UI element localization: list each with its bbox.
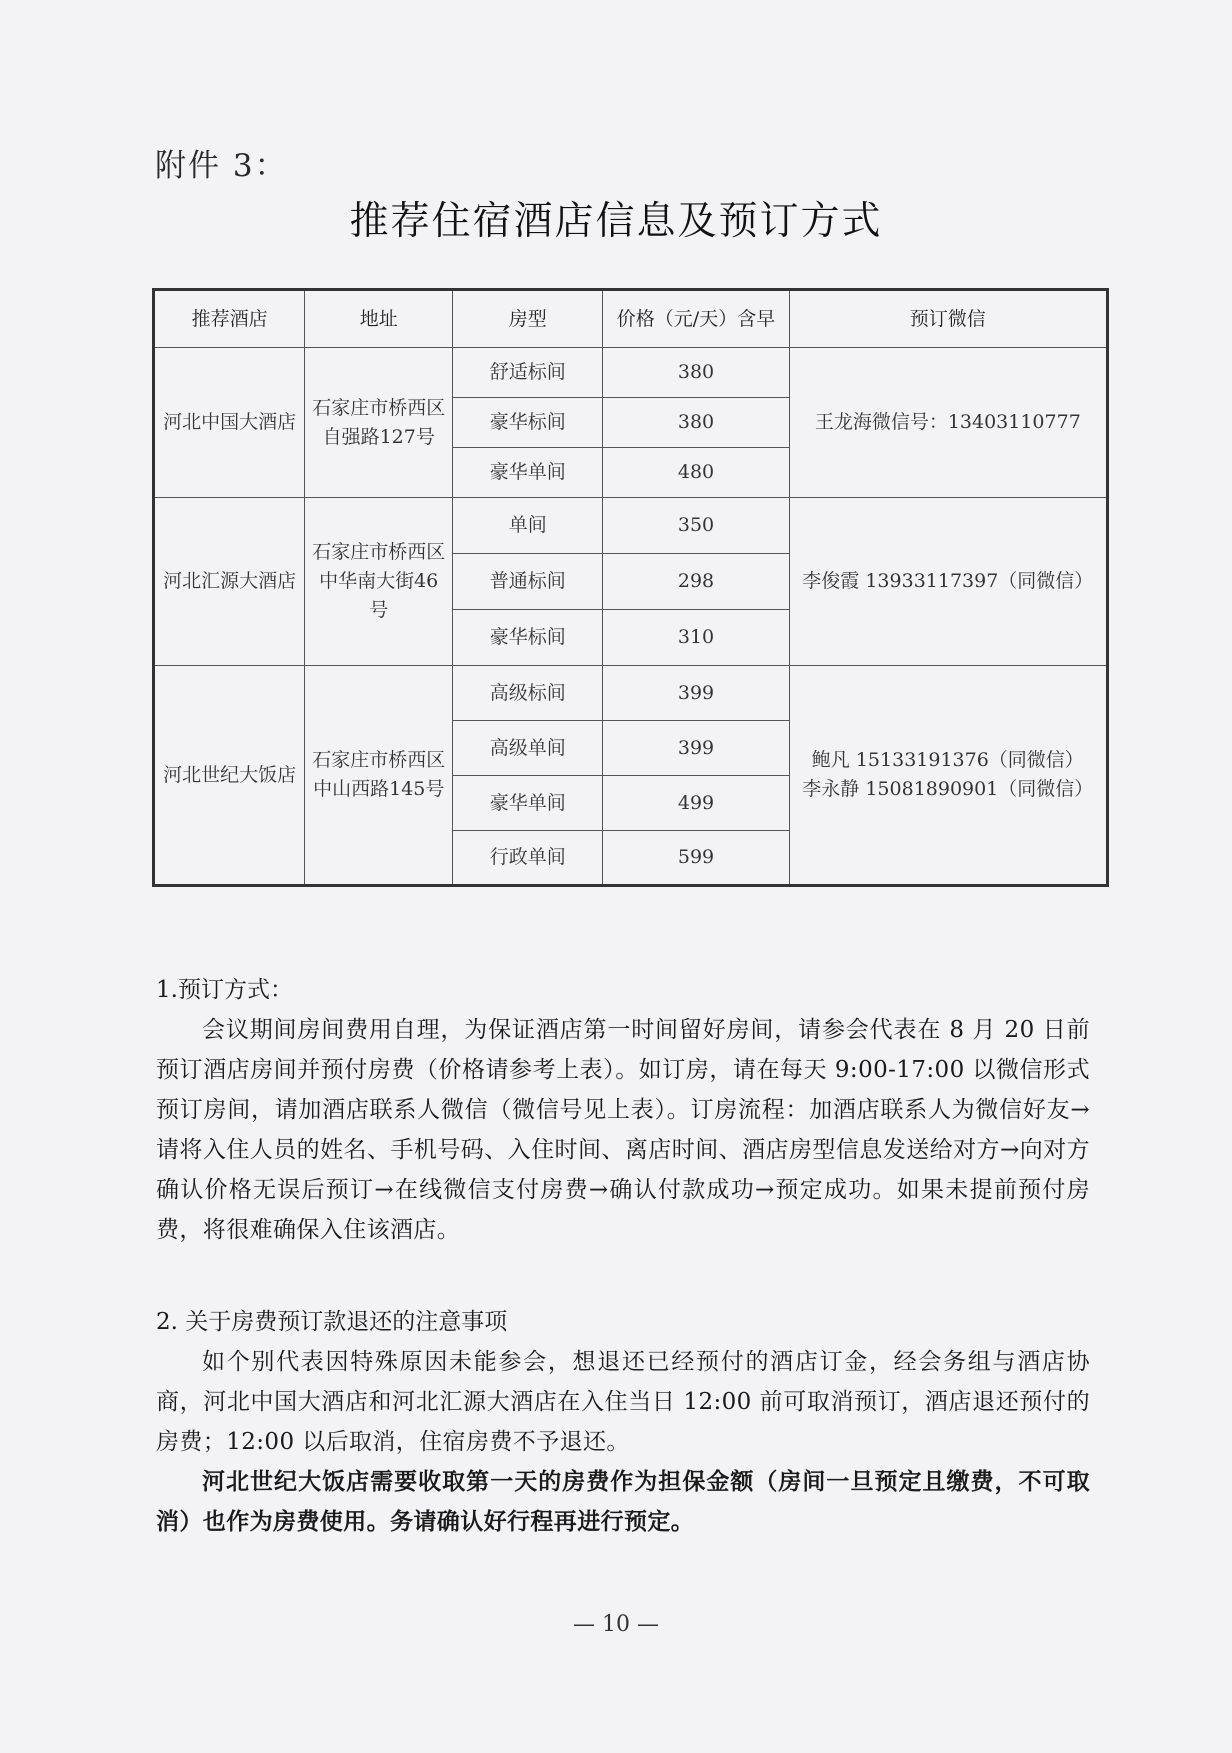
room-type: 高级单间 xyxy=(453,721,603,776)
room-type: 行政单间 xyxy=(453,831,603,886)
room-price: 380 xyxy=(603,398,789,448)
room-type: 普通标间 xyxy=(453,554,603,610)
room-price: 499 xyxy=(603,776,789,831)
section-heading: 1.预订方式： xyxy=(156,977,293,1003)
room-type: 单间 xyxy=(453,498,603,554)
header-contact: 预订微信 xyxy=(789,290,1107,348)
section-paragraph: 如个别代表因特殊原因未能参会，想退还已经预付的酒店订金，经会务组与酒店协商，河北中国大酒店和河北汇源大酒店在入住当日 12:00 前可取消预订，酒店退还预付的房费；12:00 以后取消，住宿房费不予退还。 xyxy=(156,1349,1090,1455)
room-price: 480 xyxy=(603,448,789,498)
table-row xyxy=(154,498,1108,554)
room-price: 350 xyxy=(603,498,789,554)
room-type: 豪华标间 xyxy=(453,610,603,666)
attachment-label: 附件 3： xyxy=(155,148,288,184)
room-price: 310 xyxy=(603,610,789,666)
room-type: 豪华标间 xyxy=(453,398,603,448)
header-hotel: 推荐酒店 xyxy=(154,290,305,348)
room-type: 高级标间 xyxy=(453,666,603,721)
table-row xyxy=(154,348,1108,398)
header-room-type: 房型 xyxy=(453,290,603,348)
room-price: 298 xyxy=(603,554,789,610)
contact-line: 李永静 15081890901（同微信） xyxy=(802,778,1094,800)
section-paragraph: 会议期间房间费用自理，为保证酒店第一时间留好房间，请参会代表在 8 月 20 日前预订酒店房间并预付房费（价格请参考上表）。如订房，请在每天 9:00-17:00 以微信形式预订房间，请加酒店联系人微信（微信号见上表）。订房流程：加酒店联系人为微信好友→请将入住人员的姓名、手机号码、入住时间、离店时间、酒店房型信息发送给对方→向对方确认价格无误后预订→在线微信支付房费→确认付款成功→预定成功。如果未提前预付房费，将很难确保入住该酒店。 xyxy=(156,1017,1090,1243)
hotel-contact xyxy=(789,348,1107,498)
table-header-row xyxy=(154,290,1108,348)
room-price: 380 xyxy=(603,348,789,398)
hotel-name: 河北世纪大饭店 xyxy=(154,666,305,886)
page-number: — 10 — xyxy=(573,1612,659,1637)
hotel-address: 石家庄市桥西区中华南大街46号 xyxy=(305,498,453,666)
room-price: 399 xyxy=(603,666,789,721)
header-address: 地址 xyxy=(305,290,453,348)
hotel-contact xyxy=(789,666,1107,886)
contact-line: 鲍凡 15133191376（同微信） xyxy=(811,749,1084,771)
room-type: 豪华单间 xyxy=(453,448,603,498)
refund-notice-section xyxy=(156,1302,1090,1542)
page-title: 推荐住宿酒店信息及预订方式 xyxy=(349,199,883,244)
hotel-name: 河北中国大酒店 xyxy=(154,348,305,498)
section-paragraph-bold: 河北世纪大饭店需要收取第一天的房费作为担保金额（房间一旦预定且缴费，不可取消）也作为房费使用。务请确认好行程再进行预定。 xyxy=(156,1468,1090,1535)
contact-line: 李俊霞 13933117397（同微信） xyxy=(802,570,1094,592)
section-heading: 2. 关于房费预订款退还的注意事项 xyxy=(156,1309,508,1335)
hotel-table xyxy=(152,288,1109,887)
hotel-address: 石家庄市桥西区自强路127号 xyxy=(305,348,453,498)
hotel-name: 河北汇源大酒店 xyxy=(154,498,305,666)
hotel-contact xyxy=(789,498,1107,666)
header-price: 价格（元/天）含早 xyxy=(603,290,789,348)
booking-method-section xyxy=(156,970,1090,1250)
contact-line: 王龙海微信号：13403110777 xyxy=(814,411,1081,433)
hotel-address: 石家庄市桥西区中山西路145号 xyxy=(305,666,453,886)
room-type: 豪华单间 xyxy=(453,776,603,831)
table-row xyxy=(154,666,1108,721)
room-type: 舒适标间 xyxy=(453,348,603,398)
room-price: 399 xyxy=(603,721,789,776)
room-price: 599 xyxy=(603,831,789,886)
